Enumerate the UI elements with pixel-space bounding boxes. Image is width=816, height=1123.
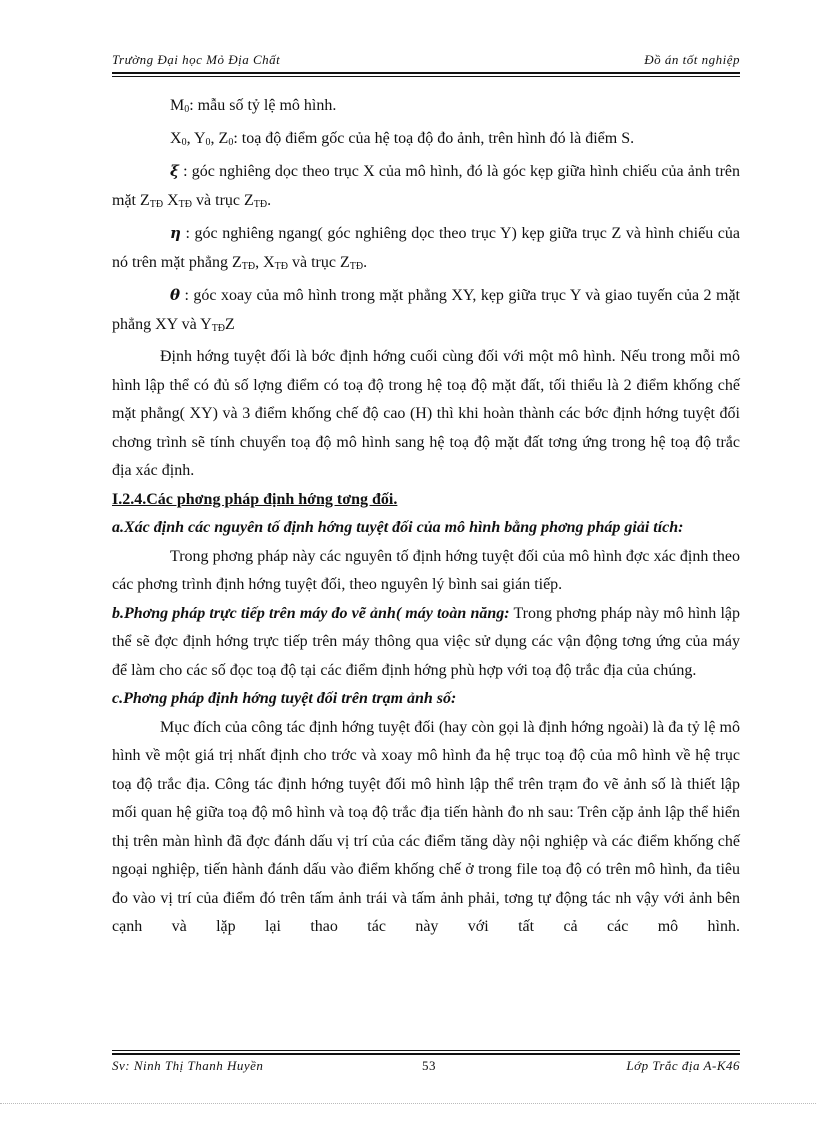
header-rule-thin: [112, 76, 740, 77]
def-theta: θ : góc xoay của mô hình trong mặt phẳng XY, kẹp giữa trục Y và giao tuyến của 2 mặt phẳng XY và $Y_{TĐ}Z$: [112, 286, 740, 334]
eta-symbol: η: [170, 224, 181, 242]
subsection-b-heading: b.Phơng pháp trực tiếp trên máy đo vẽ ảnh( máy toàn năng:: [112, 604, 510, 622]
page-break-divider: [0, 1103, 816, 1104]
header-rule-thick: [112, 72, 740, 74]
paragraph-absolute-orientation: Định hớng tuyệt đối là bớc định hớng cuối cùng đối với một mô hình. Nếu trong mỗi mô hình lập thể có đủ số lợng điểm có toạ độ trong hệ toạ độ mặt đất, tối thiểu là 2 điểm khống chế mặt phẳng( XY) và 3 điểm khống chế độ cao (H) thì khi hoàn thành các bớc định hớng tuyệt đối chơng trình sẽ tính chuyển toạ độ mô hình sang hệ toạ độ mặt đất tơng ứng trong hệ toạ độ trắc địa xác định.: [112, 348, 740, 479]
subsection-a-text: Trong phơng pháp này các nguyên tố định hớng tuyệt đối của mô hình đợc xác định theo các phơng trình định hớng tuyệt đối, theo nguyên lý bình sai gián tiếp.: [112, 547, 740, 593]
header-school: Trường Đại học Mỏ Địa Chất: [112, 52, 281, 67]
header-doc-type: Đồ án tốt nghiệp: [644, 52, 740, 67]
page-footer: [112, 1058, 740, 1078]
section-heading: I.2.4.Các phơng pháp định hớng tơng đối.: [112, 490, 398, 508]
footer-class: Lớp Trắc địa A-K46: [626, 1058, 740, 1073]
footer-rule-thin: [112, 1050, 740, 1051]
page-body: [112, 92, 740, 942]
page-header: [112, 50, 740, 70]
def-xi: ξ : góc nghiêng dọc theo trục X của mô hình, đó là góc kẹp giữa hình chiếu của ảnh trên mặt $Z_{TĐ}$ $X_{TĐ}$ và trục $Z_{TĐ}$.: [112, 162, 740, 210]
page-number: 53: [422, 1058, 436, 1073]
def-eta: η : góc nghiêng ngang( góc nghiêng dọc theo trục Y) kẹp giữa trục Z và hình chiếu của nó trên mặt phẳng $Z_{TĐ}$, $X_{TĐ}$ và trục $Z_{TĐ}$.: [112, 224, 741, 272]
subsection-b-text: Trong phơng pháp này mô hình lập thể sẽ đợc định hớng trực tiếp trên máy thông qua việc sử dụng các vận động tơng ứng của máy để làm cho các số đọc toạ độ tại các điểm định hớng phù hợp với toạ độ trắc địa của chúng.: [112, 604, 740, 679]
footer-student: Sv: Ninh Thị Thanh Huyền: [112, 1058, 264, 1073]
xi-symbol: ξ: [170, 162, 179, 180]
subsection-b: [112, 600, 740, 686]
subsection-a-heading: a.Xác định các nguyên tố định hớng tuyệt đối của mô hình bằng phơng pháp giải tích:: [112, 519, 684, 536]
theta-symbol: θ: [170, 286, 181, 304]
def-m0: $M_0$: mẫu số tỷ lệ mô hình.: [170, 97, 337, 115]
footer-rule-thick: [112, 1053, 740, 1055]
subsection-c-text: Mục đích của công tác định hớng tuyệt đối (hay còn gọi là định hớng ngoài) là đa tỷ lệ mô hình về một giá trị nhất định cho trớc và xoay mô hình đa hệ trục toạ độ của mô hình về hệ trục toạ độ trắc địa. Công tác định hớng tuyệt đối mô hình lập thể trên trạm đo vẽ ảnh số là thiết lập mối quan hệ giữa toạ độ mô hình và toạ độ trắc địa tiến hành đo nh sau: Trên cặp ảnh lập thể hiển thị trên màn hình đã đợc đánh dấu vị trí của các điểm tăng dày nội nghiệp và các điểm khống chế ngoại nghiệp, tiến hành đánh dấu vào điểm khống chế ở trong file toạ độ có trên mô hình, đa tiêu đo vào vị trí của điểm đó trên tấm ảnh trái và tấm ảnh phải, tơng tự động tác nh vậy với ảnh bên cạnh và lặp lại thao tác này với tất cả các mô hình.: [112, 718, 740, 935]
subsection-c-heading: c.Phơng pháp định hớng tuyệt đối trên trạm ảnh số:: [112, 690, 457, 707]
def-xyz: $X_0$, $Y_0$, $Z_0$: toạ độ điểm gốc của hệ toạ độ đo ảnh, trên hình đó là điểm S.: [170, 129, 635, 148]
